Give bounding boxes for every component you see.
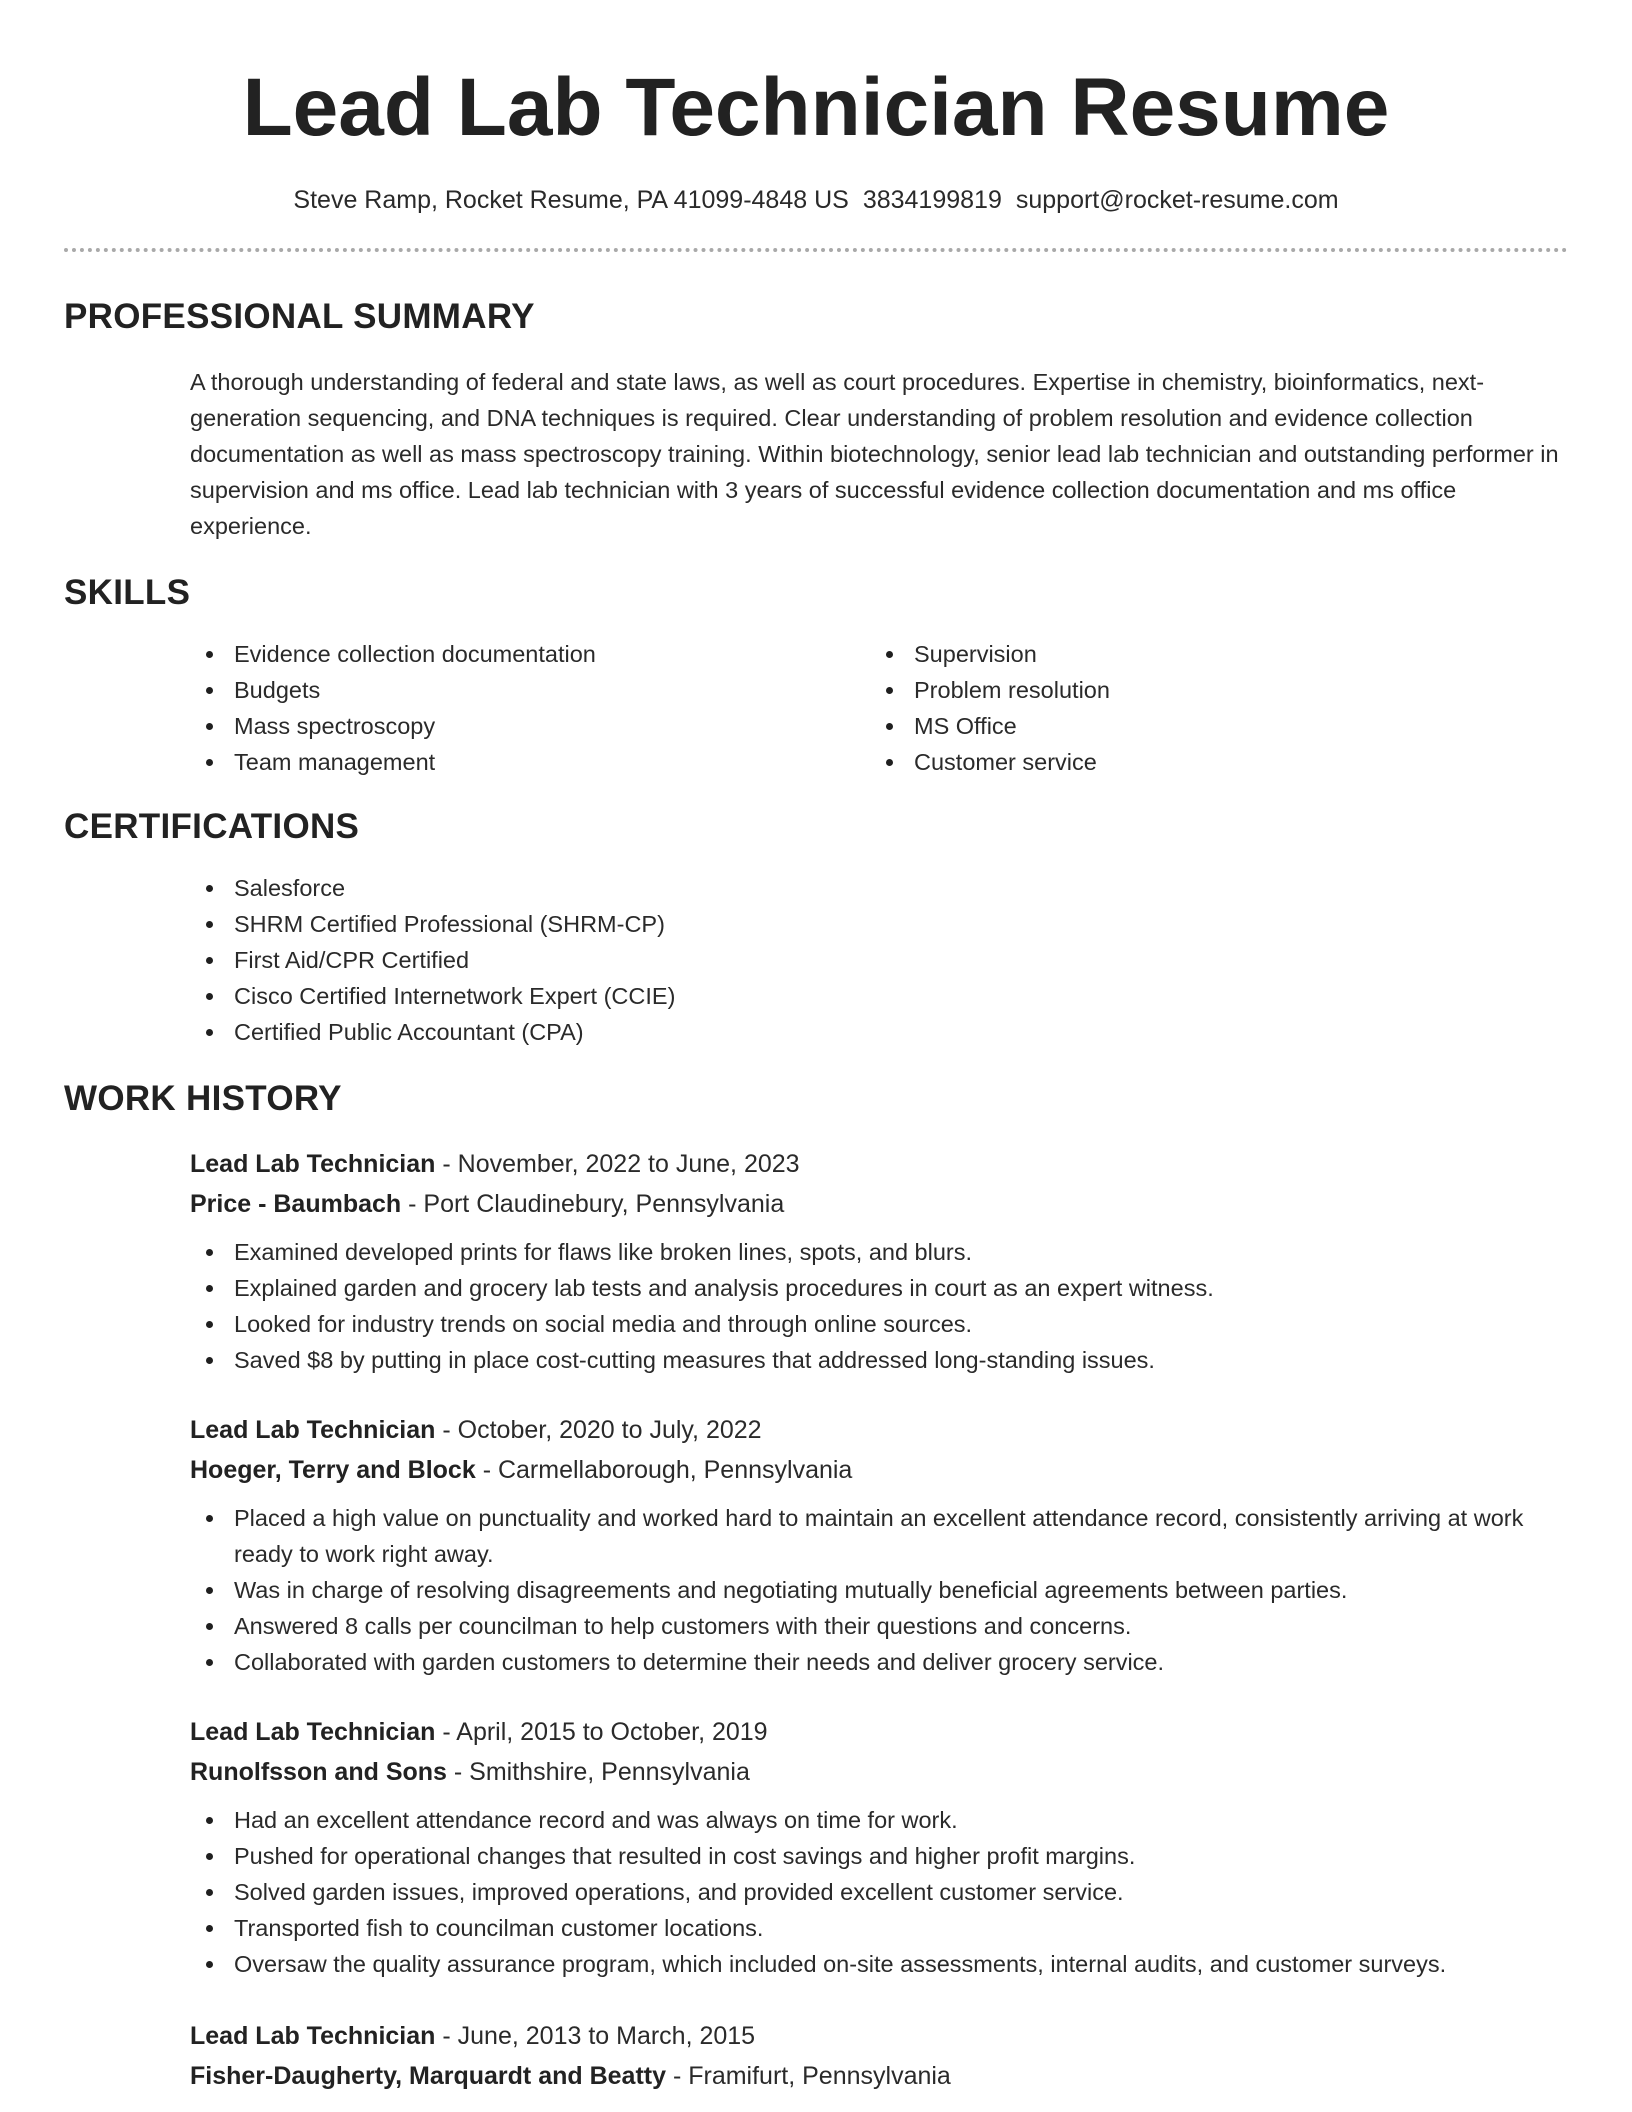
list-item: SHRM Certified Professional (SHRM-CP) [190,906,1568,942]
list-item: Answered 8 calls per councilman to help customers with their questions and concerns. [190,1608,1568,1644]
job-company: Hoeger, Terry and Block [190,1456,476,1484]
list-item: Evidence collection documentation [190,636,870,672]
list-item: Transported fish to councilman customer locations. [190,1910,1568,1946]
job-company: Fisher-Daugherty, Marquardt and Beatty [190,2062,667,2090]
summary-heading: PROFESSIONAL SUMMARY [64,297,535,336]
job-company-line [190,1184,1568,1224]
job-bullets [190,1234,1568,1378]
job-entry [190,1712,1568,1982]
list-item: Explained garden and grocery lab tests and analysis procedures in court as an expert witness. [190,1270,1568,1306]
header-divider [64,248,1568,252]
job-title-line [190,2016,1568,2056]
contact-phone: 3834199819 [862,186,1002,214]
list-item: Salesforce [190,870,1568,906]
skills-list-right [870,636,1550,780]
job-dates: - April, 2015 to October, 2019 [435,1718,768,1746]
job-title: Lead Lab Technician [190,1718,436,1746]
skills-list-left [190,636,870,780]
list-item: Placed a high value on punctuality and worked hard to maintain an excellent attendance record, consistently arriving at work ready to work right away. [190,1500,1568,1572]
job-company-line [190,1752,1568,1792]
job-bullets [190,1802,1568,1982]
job-dates: - November, 2022 to June, 2023 [435,1150,800,1178]
work-history-heading: WORK HISTORY [64,1079,342,1118]
list-item: Examined developed prints for flaws like broken lines, spots, and blurs. [190,1234,1568,1270]
skills-grid [190,636,1568,780]
list-item: Mass spectroscopy [190,708,870,744]
job-bullets [190,1500,1568,1680]
list-item: Pushed for operational changes that resulted in cost savings and higher profit margins. [190,1838,1568,1874]
job-title-line [190,1712,1568,1752]
list-item: Looked for industry trends on social media and through online sources. [190,1306,1568,1342]
contact-email[interactable]: support@rocket-resume.com [1015,186,1339,214]
job-entry [190,2016,1568,2096]
job-title-line [190,1410,1568,1450]
list-item: Supervision [870,636,1550,672]
list-item: Customer service [870,744,1550,780]
certifications-heading: CERTIFICATIONS [64,807,360,846]
job-company: Runolfsson and Sons [190,1758,447,1786]
resume-title: Lead Lab Technician Resume [242,62,1390,153]
job-company: Price - Baumbach [190,1190,402,1218]
list-item: MS Office [870,708,1550,744]
job-location: - Smithshire, Pennsylvania [446,1758,750,1786]
list-item: Had an excellent attendance record and was always on time for work. [190,1802,1568,1838]
list-item: Team management [190,744,870,780]
summary-text: A thorough understanding of federal and state laws, as well as court procedures. Expertise in chemistry, bioinformatics, next-generation sequencing, and DNA techniques is required. Clear understanding of problem resolution and evidence collection documentation as well as mass spectroscopy training. Within biotechnology, senior lead lab technician and outstanding performer in supervision and ms office. Lead lab technician with 3 years of successful evidence collection documentation and ms office experience. [190,369,1559,539]
list-item: Problem resolution [870,672,1550,708]
job-title-line [190,1144,1568,1184]
skills-heading: SKILLS [64,573,191,612]
list-item: Cisco Certified Internetwork Expert (CCIE) [190,978,1568,1014]
contact-address: Steve Ramp, Rocket Resume, PA 41099-4848 US [293,186,849,214]
list-item: Budgets [190,672,870,708]
list-item: Saved $8 by putting in place cost-cutting measures that addressed long-standing issues. [190,1342,1568,1378]
certifications-list [190,870,1568,1050]
list-item: Collaborated with garden customers to determine their needs and deliver grocery service. [190,1644,1568,1680]
list-item: Oversaw the quality assurance program, which included on-site assessments, internal audits, and customer surveys. [190,1946,1568,1982]
list-item: Was in charge of resolving disagreements and negotiating mutually beneficial agreements between parties. [190,1572,1568,1608]
job-dates: - October, 2020 to July, 2022 [435,1416,762,1444]
job-entry [190,1410,1568,1680]
list-item: Certified Public Accountant (CPA) [190,1014,1568,1050]
job-location: - Framifurt, Pennsylvania [666,2062,951,2090]
job-dates: - June, 2013 to March, 2015 [435,2022,756,2050]
job-entry [190,1144,1568,1378]
job-title: Lead Lab Technician [190,2022,436,2050]
job-title: Lead Lab Technician [190,1416,436,1444]
job-company-line [190,1450,1568,1490]
resume-page [64,0,1568,2096]
contact-line [64,184,1568,216]
list-item: First Aid/CPR Certified [190,942,1568,978]
job-company-line [190,2056,1568,2096]
job-location: - Port Claudinebury, Pennsylvania [401,1190,785,1218]
list-item: Solved garden issues, improved operations, and provided excellent customer service. [190,1874,1568,1910]
job-title: Lead Lab Technician [190,1150,436,1178]
job-location: - Carmellaborough, Pennsylvania [475,1456,853,1484]
